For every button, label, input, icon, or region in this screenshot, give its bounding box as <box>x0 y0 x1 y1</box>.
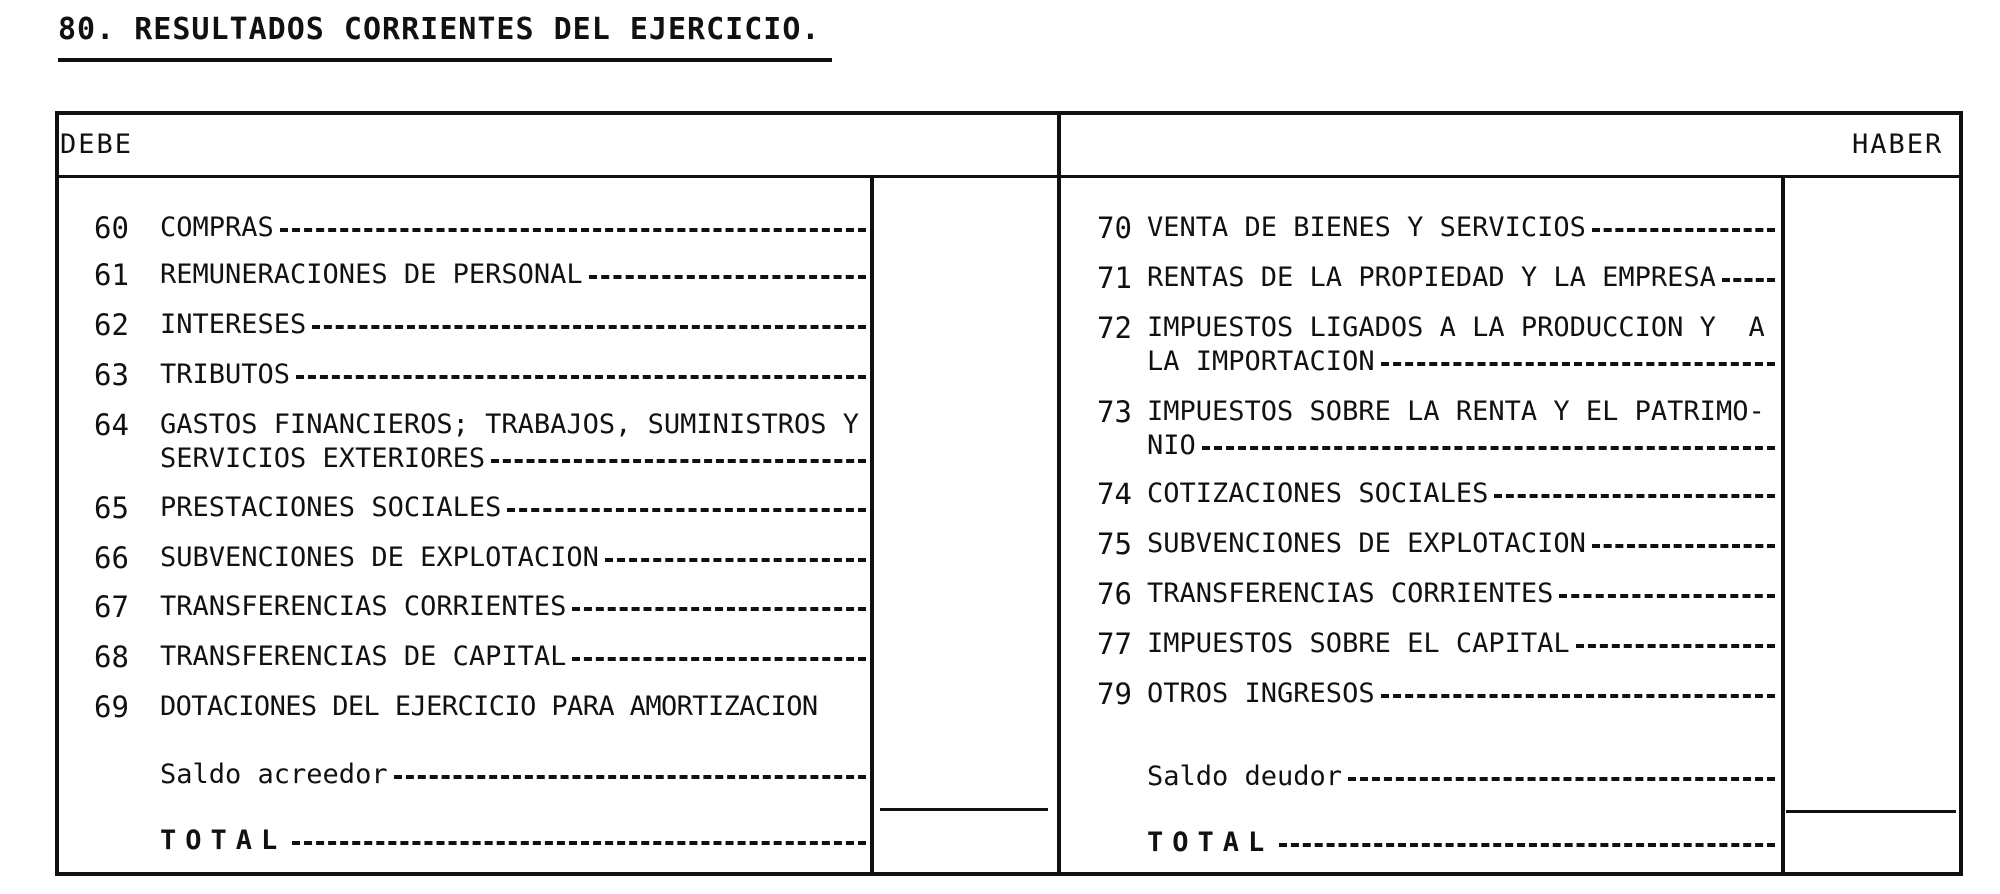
dotted-leader <box>1279 843 1775 847</box>
haber-row <box>1097 577 1775 611</box>
account-code: 65 <box>94 491 129 525</box>
account-code: 74 <box>1097 477 1132 511</box>
account-code: 73 <box>1097 395 1132 429</box>
account-code: 67 <box>94 590 129 624</box>
debe-row <box>94 590 866 624</box>
dotted-leader <box>280 228 866 232</box>
account-label: REMUNERACIONES DE PERSONAL <box>160 259 583 290</box>
haber-total-row <box>1097 826 1775 860</box>
account-code: 68 <box>94 640 129 674</box>
account-label: COMPRAS <box>160 212 274 243</box>
dotted-leader <box>605 558 866 562</box>
frame-right-border <box>1959 111 1963 876</box>
frame-bottom-border <box>55 872 1963 876</box>
account-label: DOTACIONES DEL EJERCICIO PARA AMORTIZACION <box>160 691 818 722</box>
dotted-leader <box>1722 278 1775 282</box>
account-code: 70 <box>1097 211 1132 245</box>
header-rule <box>55 175 1963 178</box>
debe-row <box>94 408 866 474</box>
debe-row <box>94 690 866 724</box>
total-label: TOTAL <box>160 825 287 856</box>
dotted-leader <box>589 275 866 279</box>
dotted-leader <box>1592 544 1775 548</box>
haber-row <box>1097 627 1775 661</box>
dotted-leader <box>296 375 866 379</box>
saldo-label: Saldo deudor <box>1147 761 1343 792</box>
account-label: RENTAS DE LA PROPIEDAD Y LA EMPRESA <box>1147 262 1716 293</box>
account-label: TRIBUTOS <box>160 359 291 390</box>
account-label: VENTA DE BIENES Y SERVICIOS <box>1147 212 1586 243</box>
account-label: SUBVENCIONES DE EXPLOTACION <box>1147 528 1586 559</box>
account-label: TRANSFERENCIAS DE CAPITAL <box>160 641 567 672</box>
dotted-leader <box>572 607 866 611</box>
dotted-leader <box>394 775 866 779</box>
account-label: INTERESES <box>160 309 307 340</box>
account-label: IMPUESTOS LIGADOS A LA PRODUCCION Y A <box>1147 312 1765 343</box>
frame-left-border <box>55 111 59 876</box>
account-label: IMPUESTOS SOBRE LA RENTA Y EL PATRIMO- <box>1147 396 1765 427</box>
dotted-leader <box>507 508 866 512</box>
account-code: 60 <box>94 211 129 245</box>
dotted-leader <box>292 841 866 845</box>
debe-header: DEBE <box>60 129 134 160</box>
debe-total-row <box>94 824 866 858</box>
account-code: 69 <box>94 690 129 724</box>
dotted-leader <box>1559 594 1775 598</box>
account-code: 79 <box>1097 677 1132 711</box>
account-label-continued: NIO <box>1147 430 1196 461</box>
haber-saldo-row <box>1097 760 1775 794</box>
account-code: 64 <box>94 408 129 442</box>
haber-row <box>1097 477 1775 511</box>
debe-row <box>94 541 866 575</box>
haber-row <box>1097 677 1775 711</box>
account-code: 66 <box>94 541 129 575</box>
debe-amount-column-line <box>870 177 874 876</box>
debe-row <box>94 308 866 342</box>
debe-sum-line <box>880 808 1048 811</box>
haber-row <box>1097 211 1775 245</box>
debe-saldo-row <box>94 758 866 792</box>
account-label: TRANSFERENCIAS CORRIENTES <box>1147 578 1554 609</box>
account-label: TRANSFERENCIAS CORRIENTES <box>160 591 567 622</box>
account-label-continued: SERVICIOS EXTERIORES <box>160 443 486 474</box>
debe-row <box>94 211 866 245</box>
account-label: COTIZACIONES SOCIALES <box>1147 478 1489 509</box>
dotted-leader <box>1494 494 1775 498</box>
haber-row <box>1097 395 1775 461</box>
saldo-label: Saldo acreedor <box>160 759 388 790</box>
account-code: 63 <box>94 358 129 392</box>
account-code: 61 <box>94 258 129 292</box>
dotted-leader <box>1202 446 1775 450</box>
debe-row <box>94 258 866 292</box>
dotted-leader <box>572 657 866 661</box>
dotted-leader <box>1381 694 1775 698</box>
center-divider <box>1057 111 1061 876</box>
account-label-continued: LA IMPORTACION <box>1147 346 1375 377</box>
dotted-leader <box>1576 644 1775 648</box>
dotted-leader <box>1381 362 1775 366</box>
debe-row <box>94 640 866 674</box>
account-label: OTROS INGRESOS <box>1147 678 1375 709</box>
account-code: 62 <box>94 308 129 342</box>
dotted-leader <box>491 459 866 463</box>
debe-row <box>94 491 866 525</box>
account-code: 72 <box>1097 311 1132 345</box>
page-title: 80. RESULTADOS CORRIENTES DEL EJERCICIO. <box>58 12 821 47</box>
debe-row <box>94 358 866 392</box>
dotted-leader <box>1348 777 1775 781</box>
total-label: TOTAL <box>1147 827 1274 858</box>
account-code: 76 <box>1097 577 1132 611</box>
haber-row <box>1097 311 1775 377</box>
frame-top-border <box>55 111 1963 115</box>
dotted-leader <box>312 325 866 329</box>
account-label: PRESTACIONES SOCIALES <box>160 492 502 523</box>
account-label: SUBVENCIONES DE EXPLOTACION <box>160 542 599 573</box>
account-code: 77 <box>1097 627 1132 661</box>
haber-row <box>1097 261 1775 295</box>
haber-amount-column-line <box>1781 177 1785 876</box>
account-code: 71 <box>1097 261 1132 295</box>
dotted-leader <box>1592 228 1775 232</box>
haber-header: HABER <box>1852 129 1944 160</box>
account-code: 75 <box>1097 527 1132 561</box>
haber-row <box>1097 527 1775 561</box>
account-label: IMPUESTOS SOBRE EL CAPITAL <box>1147 628 1570 659</box>
haber-sum-line <box>1786 810 1956 813</box>
account-label: GASTOS FINANCIEROS; TRABAJOS, SUMINISTROS Y <box>160 409 859 440</box>
